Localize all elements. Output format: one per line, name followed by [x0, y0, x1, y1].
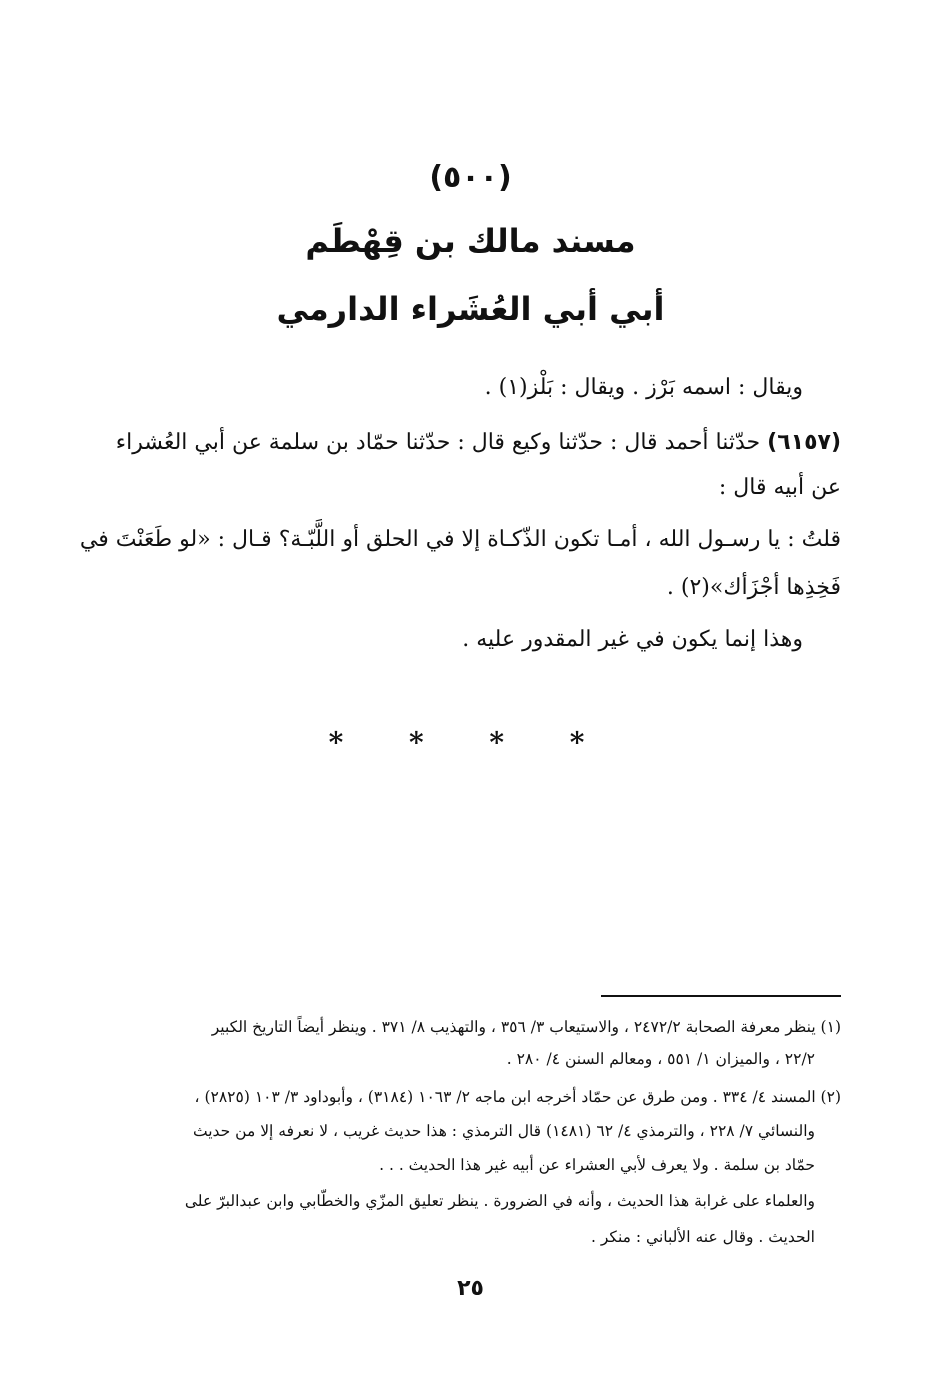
hadith-isnad: حدّثنا أحمد قال : حدّثنا وكيع قال : حدّثنا حمّاد بن سلمة عن أبي العُشراء	[115, 430, 761, 455]
page-number: ٢٥	[457, 1276, 484, 1301]
footnote-line-3: (٢) المسند ٤/ ٣٣٤ . ومن طرق عن حمّاد أخرجه ابن ماجه ٢/ ١٠٦٣ (٣١٨٤) ، وأبوداود ٣/ ١٠٣ (٢٨٢٥) ،	[194, 1088, 841, 1106]
body-line-3: عن أبيه قال :	[718, 475, 841, 500]
footnote-divider	[601, 995, 841, 997]
body-line-6: وهذا إنما يكون في غير المقدور عليه .	[462, 627, 803, 652]
section-separator-stars: * * * *	[328, 726, 613, 759]
chapter-title-line-2: أبي أبي العُشَراء الدارمي	[276, 290, 665, 328]
footnote-line-4: والنسائي ٧/ ٢٢٨ ، والترمذي ٤/ ٦٢ (١٤٨١) قال الترمذي : هذا حديث غريب ، لا نعرفه إلا من حديث	[192, 1122, 815, 1140]
footnote-line-7: الحديث . وقال عنه الألباني : منكر .	[591, 1228, 815, 1246]
body-line-5: فَخِذِها أجْزَأك»(٢) .	[666, 575, 841, 600]
section-number: (٥٠٠)	[429, 160, 512, 195]
footnote-line-6: والعلماء على غرابة هذا الحديث ، وأنه في الضرورة . ينظر تعليق المزّي والخطّابي وابن عبدالبرّ على	[184, 1192, 815, 1210]
hadith-number: (٦١٥٧)	[767, 430, 841, 455]
footnote-line-1: (١) ينظر معرفة الصحابة ٢٤٧٢/٢ ، والاستيعاب ٣/ ٣٥٦ ، والتهذيب ٨/ ٣٧١ . وينظر أيضاً التاريخ الكبير	[211, 1018, 841, 1036]
body-line-1: ويقال : اسمه بَرْز . ويقال : بَلْز(١) .	[484, 375, 803, 400]
body-line-2	[116, 423, 841, 463]
footnote-line-2: ٢٢/٢ ، والميزان ١/ ٥٥١ ، ومعالم السنن ٤/ ٢٨٠ .	[506, 1050, 815, 1068]
footnote-line-5: حمّاد بن سلمة . ولا يعرف لأبي العشراء عن أبيه غير هذا الحديث . . .	[379, 1156, 815, 1174]
chapter-title-line-1: مسند مالك بن قِهْطَم	[305, 222, 636, 260]
body-line-4: قلتُ : يا رسـول الله ، أمـا تكون الذّكـاة إلا في الحلق أو اللَّبّـة؟ قـال : «لو طَعَنْتَ في	[79, 527, 841, 552]
